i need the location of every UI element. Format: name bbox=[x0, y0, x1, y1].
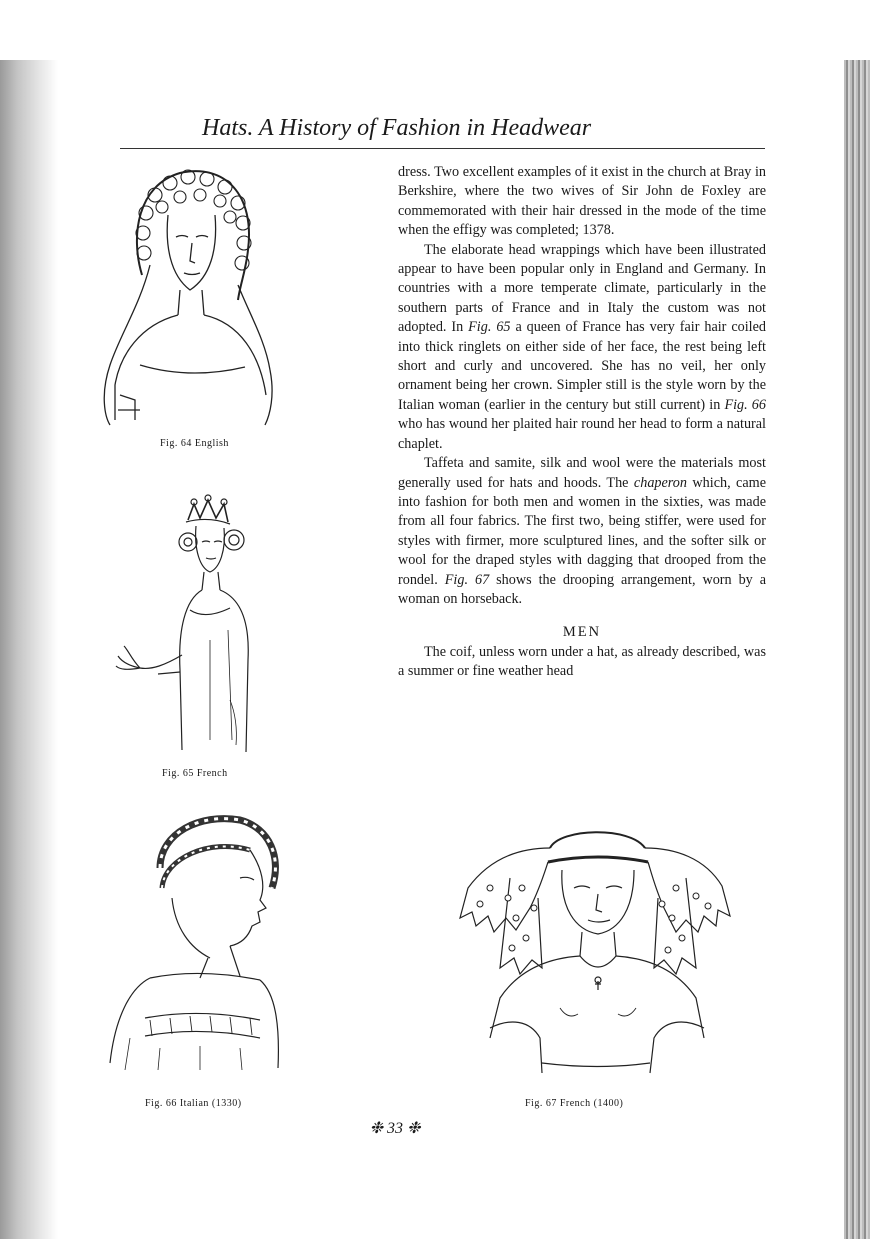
figure-65-illustration bbox=[110, 490, 285, 760]
body-text-column bbox=[398, 163, 766, 682]
paragraph-1: dress. Two excellent examples of it exist in the church at Bray in Berkshire, where the two wives of Sir John de Foxley are commemorated with their hair dressed in the mode of the time when the effigy was completed; 1378. bbox=[398, 164, 766, 239]
scan-shadow-right bbox=[844, 60, 870, 1239]
figure-65-caption: Fig. 65 French bbox=[162, 768, 228, 779]
page-number: ❉ 33 ❉ bbox=[369, 1120, 421, 1137]
figure-reference: Fig. 66 bbox=[724, 396, 766, 413]
figure-66-illustration bbox=[90, 808, 290, 1078]
section-heading-men: MEN bbox=[562, 624, 602, 641]
paragraph-4: The coif, unless worn under a hat, as already described, was a summer or fine weather head bbox=[398, 643, 766, 680]
paragraph-2: The elaborate head wrappings which have been illustrated appear to have been popular only in England and Germany. In countries with a more temperate climate, particularly in the southern parts of France and in Italy the custom was not adopted. In Fig. 65 a queen of France has very fair hair coiled into thick ringlets on either side of her face, the rest being left short and curly and uncovered. She has no veil, her only ornament being her crown. Simpler still is the style worn by the Italian woman (earlier in the century but still current) in Fig. 66 who has wound her plaited hair round her head to form a natural chaplet. bbox=[398, 241, 767, 452]
scan-shadow-left bbox=[0, 60, 58, 1239]
figure-67-illustration bbox=[450, 808, 740, 1088]
chaperon-term: chaperon bbox=[633, 474, 687, 491]
figure-reference: Fig. 67 bbox=[444, 571, 490, 588]
running-head: Hats. A History of Fashion in Headwear bbox=[202, 115, 592, 141]
figure-64-caption: Fig. 64 English bbox=[160, 438, 229, 449]
figure-66-caption: Fig. 66 Italian (1330) bbox=[145, 1098, 242, 1109]
header-rule bbox=[120, 148, 765, 149]
figure-64-illustration bbox=[80, 155, 290, 435]
paragraph-3: Taffeta and samite, silk and wool were the materials most generally used for hats and hoods. The chaperon which, came into fashion for both men and women in the sixties, was made from all four fabrics. The first two, being stiffer, were used for styles with firmer, more sculptured lines, and the softer silk or wool for the draped styles with dagging that drooped from the rondel. Fig. 67 shows the drooping arrangement, worn by a woman on horseback. bbox=[398, 455, 767, 607]
figure-reference: Fig. 65 bbox=[468, 319, 511, 336]
figure-67-caption: Fig. 67 French (1400) bbox=[525, 1098, 624, 1109]
